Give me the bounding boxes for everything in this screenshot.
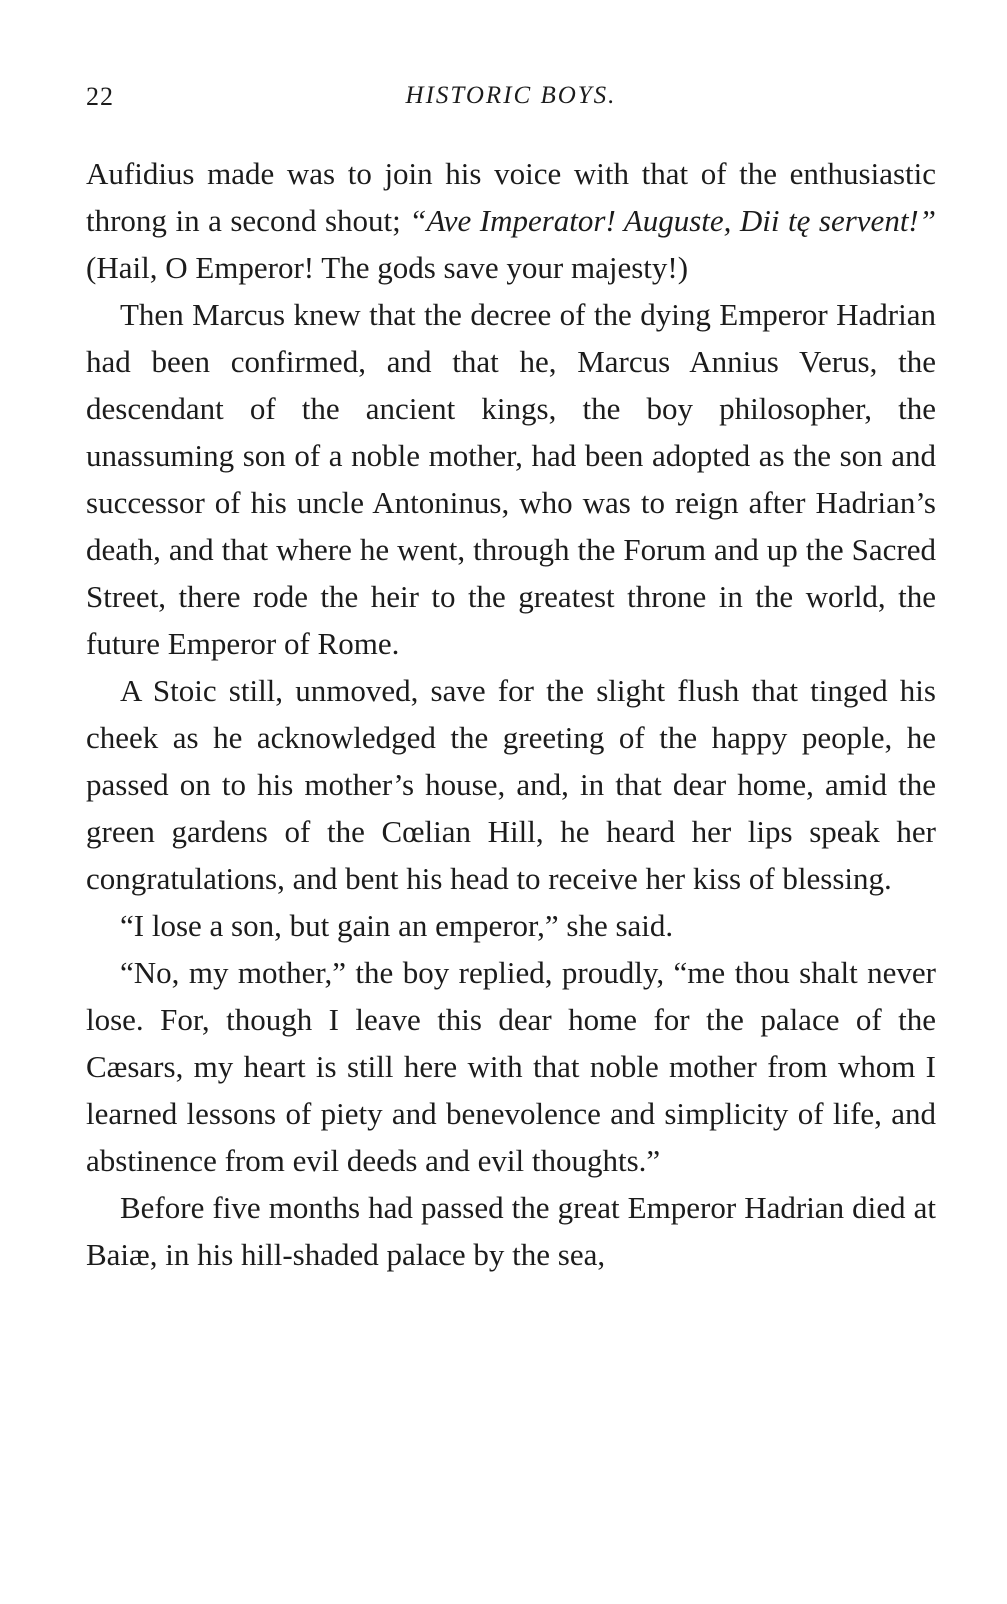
paragraph-text: Aufidius made was to join his voice with that of the enthusiastic throng in a second shout; bbox=[86, 156, 936, 238]
paragraph-6 bbox=[86, 1184, 936, 1278]
paragraph-text: “No, my mother,” the boy replied, proudly, “me thou shalt never lose. For, though I leave this dear home for the palace of the Cæsars, my heart is still here with that noble mother from whom I learned lessons of piety and benevolence and simplicity of life, and abstinence from evil deeds and evil thoughts.” bbox=[86, 955, 936, 1178]
paragraph-3 bbox=[86, 667, 936, 902]
paragraph-5 bbox=[86, 949, 936, 1184]
paragraph-1 bbox=[86, 150, 936, 291]
running-title: HISTORIC BOYS. bbox=[405, 82, 617, 109]
page-number: 22 bbox=[86, 82, 114, 111]
paragraph-text: Then Marcus knew that the decree of the dying Emperor Hadrian had been confirmed, and that he, Marcus Annius Verus, the descendant of the ancient kings, the boy philosopher, the unassuming son of a noble mother, had been adopted as the son and successor of his uncle Antoninus, who was to reign after Hadrian’s death, and that where he went, through the Forum and up the Sacred Street, there rode the heir to the greatest throne in the world, the future Emperor of Rome. bbox=[86, 297, 936, 661]
paragraph-4 bbox=[86, 902, 936, 949]
running-head bbox=[86, 82, 936, 122]
latin-acclamation: “Ave Imperator! Auguste, Dii tę servent!” bbox=[409, 203, 936, 238]
paragraph-text: Before five months had passed the great Emperor Hadrian died at Baiæ, in his hill-shaded palace by the sea, bbox=[86, 1190, 936, 1272]
paragraph-text: “I lose a son, but gain an emperor,” she said. bbox=[120, 908, 674, 943]
paragraph-text: A Stoic still, unmoved, save for the slight flush that tinged his cheek as he acknowledged the greeting of the happy people, he passed on to his mother’s house, and, in that dear home, amid the green gardens of the Cœlian Hill, he heard her lips speak her congratulations, and bent his head to receive her kiss of blessing. bbox=[86, 673, 936, 896]
paragraph-text: (Hail, O Emperor! The gods save your majesty!) bbox=[86, 250, 689, 285]
paragraph-2 bbox=[86, 291, 936, 667]
body-text bbox=[86, 150, 936, 1278]
